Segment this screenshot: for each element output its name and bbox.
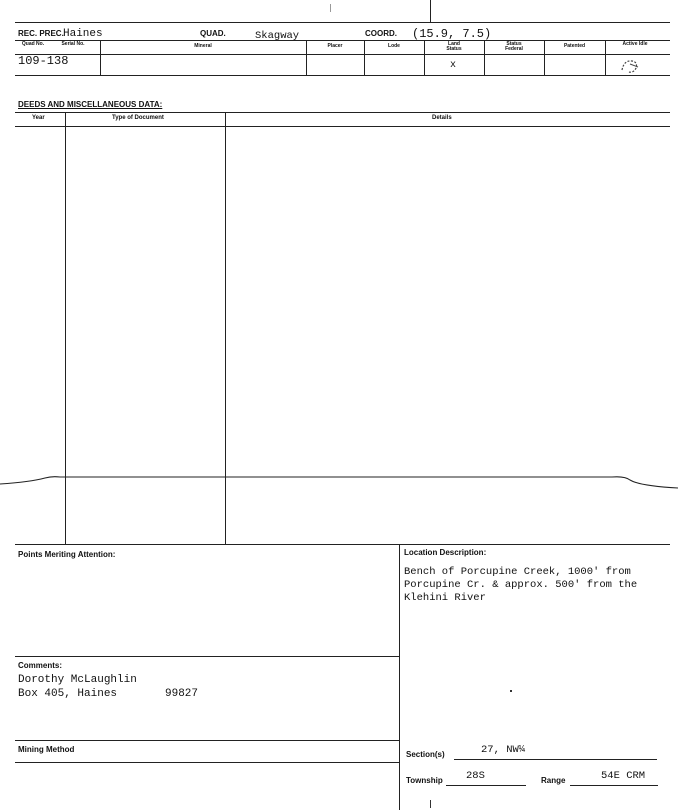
coord-value: (15.9, 7.5) xyxy=(412,27,492,41)
col-placer: Placer xyxy=(327,43,343,49)
township-value: 28S xyxy=(466,770,485,782)
deeds-title: DEEDS AND MISCELLANEOUS DATA: xyxy=(18,100,163,109)
col-details: Details xyxy=(432,115,452,121)
col-lode: Lode xyxy=(388,43,400,49)
land-status-mark: x xyxy=(450,60,457,71)
points-meriting-attention-label: Points Meriting Attention: xyxy=(18,550,116,559)
col-patented: Patented xyxy=(563,43,586,49)
township-label: Township xyxy=(406,776,443,785)
comments-name: Dorothy McLaughlin xyxy=(18,674,137,686)
page-fold-line xyxy=(0,468,678,492)
location-line: Klehini River xyxy=(404,592,486,604)
location-line: Porcupine Cr. & approx. 500' from the xyxy=(404,579,638,591)
col-type-of-document: Type of Document xyxy=(112,115,164,121)
location-description-text xyxy=(404,566,672,605)
col-land-status: Land Status xyxy=(446,41,462,52)
mining-method-label: Mining Method xyxy=(18,745,75,754)
rec-prec-label: REC. PREC. xyxy=(18,29,64,38)
stamp-mark-icon xyxy=(618,56,644,76)
range-value: 54E CRM xyxy=(601,770,646,782)
scan-speck xyxy=(330,4,331,12)
location-description-label: Location Description: xyxy=(404,548,487,557)
comments-address: Box 405, Haines xyxy=(18,688,118,700)
coord-label: COORD. xyxy=(365,29,397,38)
range-label: Range xyxy=(541,776,566,785)
col-serial-no: Serial No. xyxy=(61,41,85,47)
comments-zip: 99827 xyxy=(165,688,199,700)
scan-speck xyxy=(430,800,431,808)
quad-label: QUAD. xyxy=(200,29,226,38)
lower-divider xyxy=(399,544,400,810)
col-status-federal: Status Federal xyxy=(505,41,523,52)
col-mineral: Mineral xyxy=(194,43,212,49)
col-quad-no: Quad No. xyxy=(21,41,45,47)
rec-prec-value: Haines xyxy=(63,28,103,40)
quad-serial-value: 109-138 xyxy=(18,54,69,68)
col-year: Year xyxy=(32,115,45,121)
section-label: Section(s) xyxy=(406,750,445,759)
quad-value: Skagway xyxy=(255,30,300,42)
section-value: 27, NW¼ xyxy=(481,744,526,756)
location-line: Bench of Porcupine Creek, 1000' from xyxy=(404,566,631,578)
scan-speck xyxy=(510,690,512,692)
comments-label: Comments: xyxy=(18,661,63,670)
col-active-idle: Active Idle xyxy=(622,41,648,47)
